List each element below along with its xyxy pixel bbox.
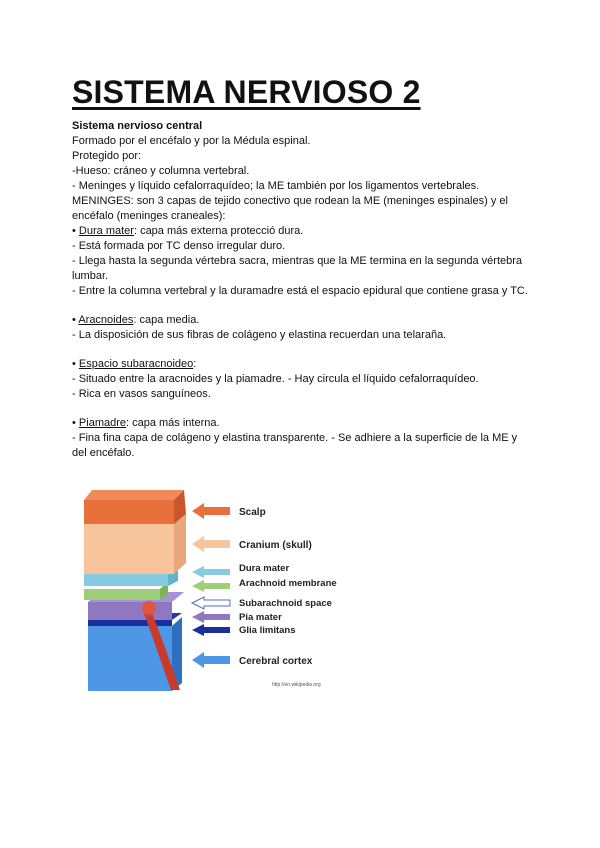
text-line: - Rica en vasos sanguíneos. [72,388,211,400]
scalp-top [84,490,184,500]
text-line: - La disposición de sus fibras de colágeno y elastina recuerdan una telaraña. [72,329,447,341]
label-arachnoid: Arachnoid membrane [239,578,337,589]
label-subarachnoid: Subarachnoid space [239,598,332,609]
arachnoid-layer [84,589,160,600]
bullet: • [72,225,76,237]
document-body [72,119,532,461]
subarachnoid-arrow [192,597,230,609]
text-line: -Hueso: cráneo y columna vertebral. [72,165,250,177]
term-description: : capa media. [133,314,200,326]
meninges-diagram [80,486,380,691]
term-piamadre: Piamadre [78,417,126,429]
glia-arrow [192,624,230,636]
text-line: - Está formada por TC denso irregular duro. [72,240,286,252]
cranium-side [174,514,186,574]
bullet-item-subaracnoideo [72,357,532,372]
label-dura-mater: Dura mater [239,563,290,574]
glia-layer [88,620,172,626]
term-espacio-subaracnoideo: Espacio subaracnoideo [78,358,194,370]
dura-arrow [192,566,230,578]
arachnoid-arrow [192,580,230,592]
cranium-layer [84,524,174,574]
term-description: : capa más externa protecció dura. [133,225,304,237]
dura-layer [84,574,168,586]
bullet: • [72,358,76,370]
cortex-arrow [192,652,230,668]
label-cranium: Cranium (skull) [239,540,312,551]
term-description: : [193,358,197,370]
label-cerebral-cortex: Cerebral cortex [239,656,313,667]
text-line: MENINGES: son 3 capas de tejido conectivo que rodean la ME (meninges espinales) y el encéfalo (meninges craneales): [72,195,508,222]
label-glia-limitans: Glia limitans [239,625,296,636]
term-dura-mater: Dura mater [78,225,134,237]
paragraph-gap [72,343,532,357]
image-credit: http://en.wikipedia.org [272,682,321,688]
bullet-item-aracnoides [72,313,532,328]
section-heading: Sistema nervioso central [72,120,203,132]
paragraph-gap [72,402,532,416]
text-line: - Situado entre la aracnoides y la piamadre. - Hay circula el líquido cefalorraquídeo. [72,373,479,385]
text-line: Protegido por: [72,150,142,162]
bullet: • [72,314,76,326]
bullet-item-dura [72,224,532,239]
blood-vessel-cross-section [142,601,156,615]
text-line: - Fina fina capa de colágeno y elastina transparente. - Se adhiere a la superficie de la ME y del encéfalo. [72,432,518,459]
term-aracnoides: Aracnoides [78,314,134,326]
bullet: • [72,417,76,429]
bullet-item-piamadre [72,416,532,431]
label-pia-mater: Pia mater [239,612,282,623]
paragraph-gap [72,299,532,313]
text-line: - Meninges y líquido cefalorraquídeo; la ME también por los ligamentos vertebrales. [72,180,480,192]
label-scalp: Scalp [239,507,266,518]
pia-arrow [192,611,230,623]
pia-layer [88,602,172,620]
cranium-arrow [192,536,230,552]
text-line: - Entre la columna vertebral y la duramadre está el espacio epidural que contiene grasa y TC. [72,285,528,297]
term-description: : capa más interna. [126,417,220,429]
scalp-layer [84,500,174,524]
page-title: SISTEMA NERVIOSO 2 [72,74,421,110]
text-line: Formado por el encéfalo y por la Médula espinal. [72,135,311,147]
scalp-arrow [192,503,230,519]
text-line: - Llega hasta la segunda vértebra sacra, mientras que la ME termina en la segunda vértebra lumbar. [72,255,523,282]
